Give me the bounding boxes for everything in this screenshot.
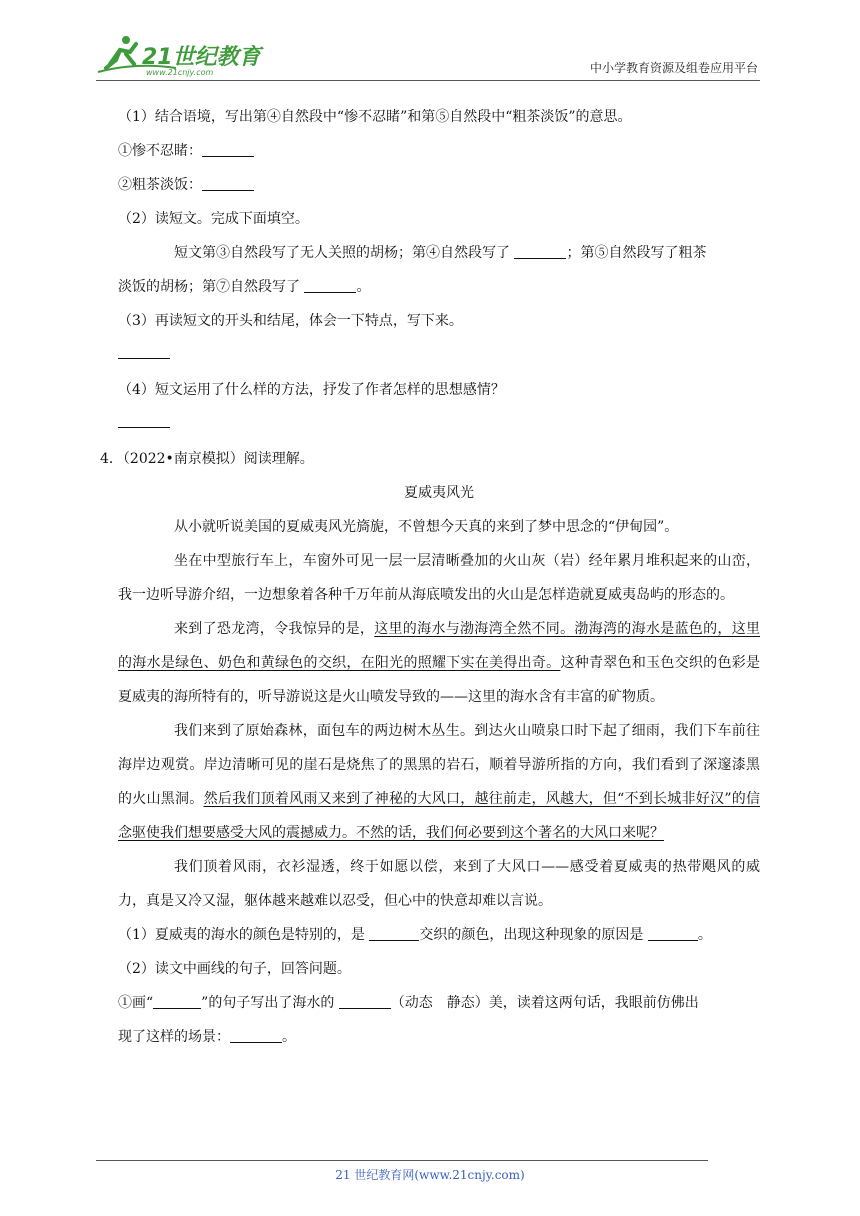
answer-blank[interactable]: [153, 992, 201, 1009]
passage-p4: 我们来到了原始森林，面包车的两边树木丛生。到达火山喷泉口时下起了细雨，我们下车前往海岸边观赏。岸边清晰可见的崖石是烧焦了的黑黑的岩石，顺着导游所指的方向，我们看到了深邃漆黑的火山黑洞。然后我们顶着风雨又来到了神秘的大风口，越往前走，风越大，但“不到长城非好汉”的信念驱使我们想要感受大风的震撼威力。不然的话，我们何必要到这个著名的大风口来呢？: [118, 723, 761, 841]
q4-intro: 4．（2022•南京模拟）阅读理解。: [100, 451, 314, 467]
platform-name: 中小学教育资源及组卷应用平台: [589, 61, 758, 75]
q4-sub2: （2）读文中画线的句子，回答问题。: [118, 961, 351, 977]
q4-sub2-a-line2: 现了这样的场景： 。: [118, 1020, 760, 1054]
passage-title: 夏威夷风光: [404, 485, 474, 501]
passage-p3: 来到了恐龙湾，令我惊异的是，这里的海水与渤海湾全然不同。渤海湾的海水是蓝色的，这里的海水是绿色、奶色和黄绿色的交织，在阳光的照耀下实在美得出奇。这种青翠色和玉色交织的色彩是夏威夷的海所特有的，听导游说这是火山喷发导致的——这里的海水含有丰富的矿物质。: [118, 621, 761, 705]
underlined-sentence: 然后我们顶着风雨又来到了神秘的大风口，越往前走，风越大，但“不到长城非好汉”的信念驱使我们想要感受大风的震撼威力。不然的话，我们何必要到这个著名的大风口来呢？: [118, 791, 761, 841]
answer-blank[interactable]: [230, 1026, 282, 1043]
q3-sub1: （1）结合语境，写出第④自然段中“惨不忍睹”和第⑤自然段中“粗茶淡饭”的意思。: [118, 109, 632, 125]
site-logo: [96, 34, 266, 78]
passage-p1: 从小就听说美国的夏威夷风光旖旎，不曾想今天真的来到了梦中思念的“伊甸园”。: [174, 519, 679, 535]
svg-text:21世纪教育: 21世纪教育: [142, 45, 261, 70]
q3-sub1-b: ②粗茶淡饭：: [118, 168, 760, 202]
answer-blank[interactable]: [339, 992, 391, 1009]
q4-sub1: （1）夏威夷的海水的颜色是特别的，是 交织的颜色，出现这种现象的原因是 。: [118, 918, 760, 952]
svg-text:www.21cnjy.com: www.21cnjy.com: [146, 68, 214, 77]
underlined-sentence: 这里的海水与渤海湾全然不同。渤海湾的海水是蓝色的，这里的海水是绿色、奶色和黄绿色的交织，在阳光的照耀下实在美得出奇。: [118, 621, 761, 671]
answer-blank[interactable]: [202, 140, 254, 157]
passage-p5: 我们顶着风雨，衣衫湿透，终于如愿以偿，来到了大风口——感受着夏威夷的热带飓风的威力，真是又冷又湿，躯体越来越难以忍受，但心中的快意却难以言说。: [118, 859, 760, 909]
answer-line[interactable]: [118, 407, 170, 428]
q4-sub2-a: ①画“ ”的句子写出了海水的 （动态 静态）美，读着这两句话，我眼前仿佛出: [118, 986, 760, 1020]
q3-sub4: （4）短文运用了什么样的方法，抒发了作者怎样的思想感情？: [118, 382, 505, 398]
q3-sub3: （3）再读短文的开头和结尾，体会一下特点，写下来。: [118, 313, 463, 329]
answer-blank[interactable]: [369, 924, 419, 941]
passage-p2: 坐在中型旅行车上，车窗外可见一层一层清晰叠加的火山灰（岩）经年累月堆积起来的山峦，我一边听导游介绍，一边想象着各种千万年前从海底喷发出的火山是怎样造就夏威夷岛屿的形态的。: [118, 553, 760, 603]
answer-blank[interactable]: [304, 276, 356, 293]
page-header: [96, 34, 760, 81]
footer-divider: [96, 1160, 708, 1161]
document-body: [100, 100, 761, 1054]
answer-blank[interactable]: [648, 924, 698, 941]
q3-sub2-line2: 淡饭的胡杨；第⑦自然段写了 。: [118, 270, 760, 304]
answer-blank[interactable]: [514, 242, 566, 259]
page-footer: 21 世纪教育网(www.21cnjy.com): [335, 1168, 525, 1182]
answer-blank[interactable]: [202, 174, 254, 191]
q3-sub1-a: ①惨不忍睹：: [118, 134, 760, 168]
q3-sub2: （2）读短文。完成下面填空。: [118, 211, 309, 227]
q3-sub2-line1: 短文第③自然段写了无人关照的胡杨；第④自然段写了 ；第⑤自然段写了粗茶: [118, 236, 760, 270]
answer-line[interactable]: [118, 338, 170, 359]
